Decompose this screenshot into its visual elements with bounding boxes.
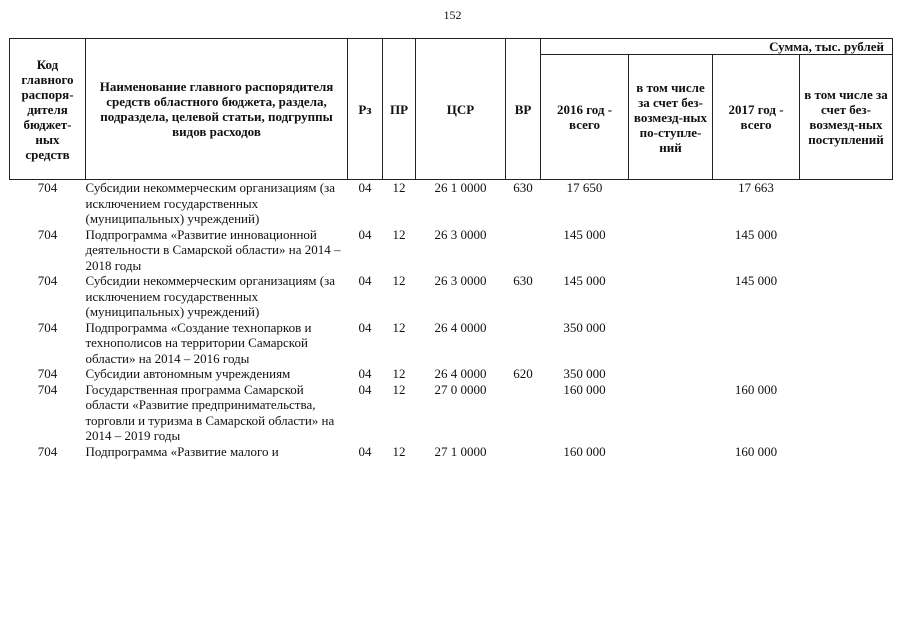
header-vr: ВР [506,39,541,180]
row-name: Подпрограмма «Развитие малого и [85,443,279,459]
row-pr: 12 [392,180,406,195]
row-sum-2017: 160 000 [734,381,778,397]
row-sum-2016: 145 000 [563,273,606,288]
row-vr: 630 [513,180,533,195]
row-sum-2016-free [629,180,713,227]
row-sum-2016-free [629,273,713,320]
row-csr: 26 1 0000 [434,180,487,195]
row-sum-2017: 145 000 [734,273,778,288]
budget-table [9,38,893,459]
row-sum-2017 [713,366,800,382]
row-rz: 04 [358,180,372,195]
row-vr: 630 [513,273,533,288]
row-csr: 26 4 0000 [434,319,487,335]
header-rz: Рз [348,39,383,180]
row-pr: 12 [392,381,406,397]
table-row [10,227,893,274]
table-row [10,320,893,367]
row-sum-2016-free [629,366,713,382]
row-code: 704 [37,180,58,195]
row-sum-2016: 350 000 [563,319,606,335]
row-pr: 12 [392,366,406,381]
row-sum-2017-free [800,227,893,274]
header-name: Наименование главного распорядителя средств областного бюджета, раздела, подраздела, целевой статьи, подгруппы видов расходов [86,39,348,180]
row-rz: 04 [358,443,372,459]
row-sum-2016: 350 000 [563,366,606,381]
table-row [10,382,893,444]
table-body [10,180,893,460]
row-sum-2017: 160 000 [734,443,778,459]
row-pr: 12 [392,226,406,242]
row-vr: 620 [513,366,533,381]
row-sum-2016-free [629,227,713,274]
row-name: Государственная программа Самарской области «Развитие предпринимательства, торговли и туризма в Самарской области» на 2014 – 2019 годы [85,381,335,443]
header-sum-group: Сумма, тыс. рублей [541,39,893,55]
table-row [10,273,893,320]
row-name: Субсидии некоммерческим организациям (за исключением государственных (муниципальных) учреждений) [85,273,336,319]
row-vr [506,444,541,460]
row-code: 704 [37,226,58,242]
row-sum-2016: 160 000 [563,381,606,397]
row-sum-2016-free [629,320,713,367]
row-sum-2017-free [800,366,893,382]
row-name: Субсидии некоммерческим организациям (за исключением государственных (муниципальных) учреждений) [85,180,336,226]
row-csr: 27 0 0000 [434,381,487,397]
row-rz: 04 [358,381,372,397]
row-pr: 12 [392,273,406,288]
row-csr: 26 3 0000 [434,226,487,242]
header-code: Код главного распоря-дителя бюджет-ных средств [10,39,86,180]
row-name: Подпрограмма «Развитие инновационной деятельности в Самарской области» на 2014 – 2018 годы [85,226,341,273]
row-sum-2016-free [629,382,713,444]
row-name: Субсидии автономным учреждениям [85,366,291,381]
row-rz: 04 [358,273,372,288]
header-pr: ПР [383,39,416,180]
row-sum-2017 [713,320,800,367]
row-sum-2017-free [800,180,893,227]
row-code: 704 [37,443,58,459]
row-code: 704 [37,381,58,397]
header-sum-2016: 2016 год - всего [541,55,629,180]
row-code: 704 [37,366,58,381]
row-vr [506,382,541,444]
table-row [10,180,893,227]
row-sum-2017-free [800,320,893,367]
row-csr: 27 1 0000 [434,443,487,459]
row-code: 704 [37,273,58,288]
header-sum-2017: 2017 год - всего [713,55,800,180]
row-rz: 04 [358,226,372,242]
row-name: Подпрограмма «Создание технопарков и технополисов на территории Самарской области» на 2014 – 2016 годы [85,319,312,366]
row-vr [506,227,541,274]
row-code: 704 [37,319,58,335]
row-pr: 12 [392,319,406,335]
row-sum-2017-free [800,273,893,320]
row-sum-2017: 17 663 [738,180,774,195]
row-csr: 26 3 0000 [434,273,487,288]
row-rz: 04 [358,319,372,335]
row-sum-2016: 17 650 [566,180,603,195]
row-sum-2017-free [800,444,893,460]
header-sum-2016-free: в том числе за счет без-возмезд-ных по-ступле-ний [629,55,713,180]
table-row [10,444,893,460]
row-pr: 12 [392,443,406,459]
row-rz: 04 [358,366,372,381]
header-sum-2017-free: в том числе за счет без-возмезд-ных поступлений [800,55,893,180]
table-header [10,39,893,180]
row-csr: 26 4 0000 [434,366,487,381]
row-sum-2017: 145 000 [734,226,778,242]
header-csr: ЦСР [416,39,506,180]
row-sum-2016: 145 000 [563,226,606,242]
row-sum-2016-free [629,444,713,460]
row-sum-2017-free [800,382,893,444]
page-number: 152 [443,8,462,22]
row-sum-2016: 160 000 [563,443,606,459]
table-row [10,366,893,382]
row-vr [506,320,541,367]
